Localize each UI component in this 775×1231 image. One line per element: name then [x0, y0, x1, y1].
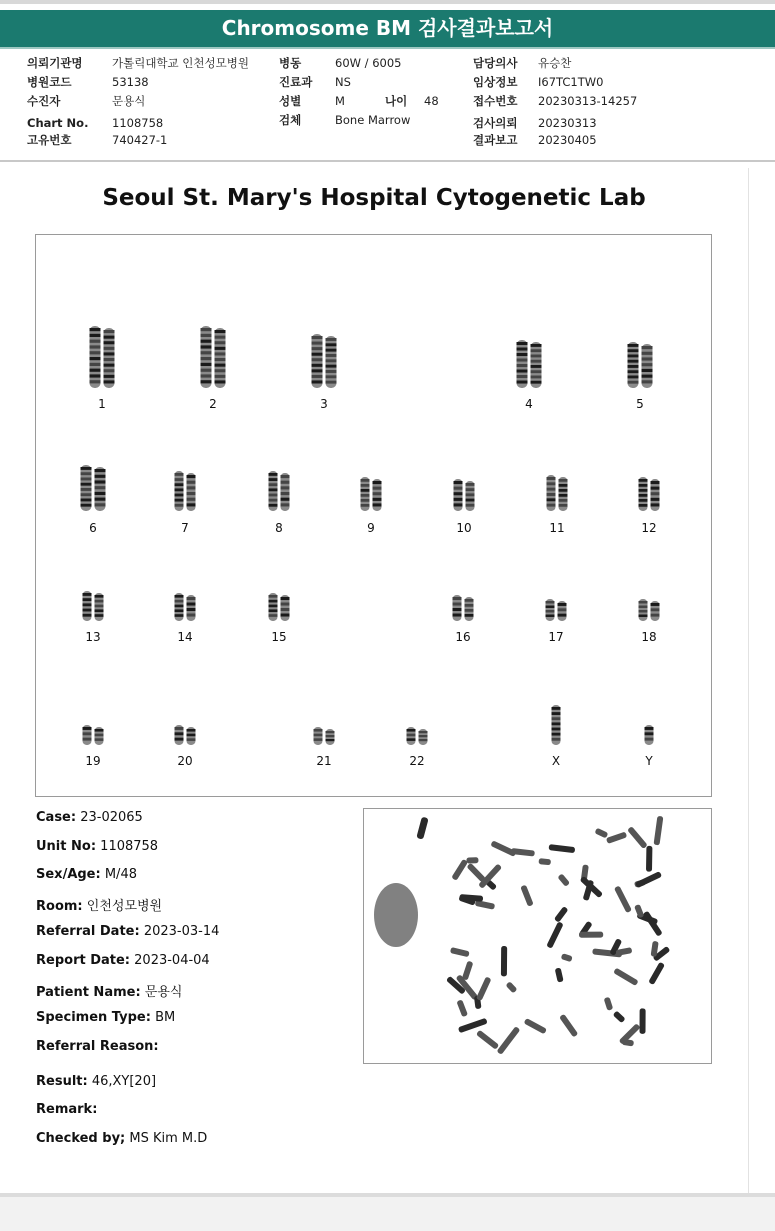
chromosome-pair-20 — [175, 725, 196, 745]
result-row — [36, 1074, 156, 1089]
chromosome-label: 12 — [641, 521, 657, 535]
karyotype-panel — [35, 234, 712, 797]
chromosome-pair-18 — [639, 599, 660, 621]
ward-label: 병동 — [279, 56, 302, 70]
chromosome-label: 21 — [316, 754, 332, 768]
patient-name-value: 문용식 — [144, 985, 183, 1000]
referral-date-label: Referral Date: — [36, 924, 140, 939]
metaphase-chromosome — [554, 906, 569, 923]
accession-no-value: 20230313-14257 — [538, 94, 638, 108]
metaphase-chromosome — [643, 911, 663, 937]
metaphase-chromosome — [458, 1018, 488, 1033]
chromosome-label: 2 — [209, 397, 217, 411]
bottom-divider — [0, 1193, 775, 1197]
chromosome-label: 1 — [98, 397, 106, 411]
specimen-type-row — [36, 1010, 175, 1025]
chromosome-label: 3 — [320, 397, 328, 411]
specimen-type-value: BM — [155, 1010, 176, 1025]
report-date-label: Report Date: — [36, 953, 131, 968]
chromosome-label: 17 — [548, 630, 564, 644]
metaphase-chromosome — [450, 947, 470, 957]
chromosome-label: 9 — [367, 521, 375, 535]
patient-label: 수진자 — [27, 94, 61, 108]
result-report-date-value: 20230405 — [538, 133, 597, 147]
metaphase-chromosome — [614, 885, 632, 913]
sex-age-label: Sex/Age: — [36, 867, 101, 882]
referral-reason-label: Referral Reason: — [36, 1039, 159, 1054]
metaphase-chromosome — [476, 976, 492, 1001]
unit-value: 1108758 — [100, 839, 159, 854]
metaphase-chromosome — [634, 904, 644, 918]
metaphase-chromosome — [639, 1008, 645, 1033]
metaphase-chromosome — [456, 999, 468, 1017]
referral-reason-row — [36, 1039, 159, 1054]
request-date-label: 검사의뢰 — [473, 116, 518, 130]
result-report-date-label: 결과보고 — [473, 133, 518, 147]
metaphase-chromosome — [496, 1026, 520, 1055]
metaphase-chromosome — [594, 828, 608, 839]
lab-title: Seoul St. Mary's Hospital Cytogenetic Lab — [102, 185, 646, 211]
ward-value: 60W / 6005 — [335, 56, 402, 70]
chart-no-value: 1108758 — [112, 116, 164, 130]
chromosome-label: 5 — [636, 397, 644, 411]
chromosome-label: 22 — [409, 754, 425, 768]
metaphase-chromosome — [648, 962, 665, 985]
chromosome-pair-9 — [361, 477, 382, 511]
referral-date-value: 2023-03-14 — [143, 924, 220, 939]
metaphase-chromosome — [622, 1039, 634, 1047]
metaphase-chromosome — [549, 844, 576, 853]
chromosome-label: 15 — [271, 630, 287, 644]
header-divider — [0, 160, 775, 162]
specimen-label: 검체 — [279, 113, 302, 127]
remark-row — [36, 1102, 97, 1117]
chromosome-pair-3 — [312, 334, 337, 388]
metaphase-chromosome — [613, 1011, 626, 1024]
unit-row — [36, 839, 158, 854]
room-row — [36, 895, 162, 914]
chromosome-pair-4 — [517, 340, 542, 388]
age-value: 48 — [424, 94, 439, 108]
metaphase-chromosome — [561, 953, 573, 962]
metaphase-chromosome — [524, 1018, 547, 1034]
report-date-value: 2023-04-04 — [134, 953, 210, 968]
chromosome-label: 4 — [525, 397, 533, 411]
chromosome-pair-14 — [175, 593, 196, 621]
metaphase-chromosome — [606, 831, 627, 843]
age-label: 나이 — [385, 94, 408, 108]
chromosome-label: 14 — [177, 630, 193, 644]
metaphase-chromosome — [538, 858, 551, 865]
clinical-info-label: 임상정보 — [473, 75, 518, 89]
chromosome-pair-8 — [269, 471, 290, 511]
accession-no-label: 접수번호 — [473, 94, 518, 108]
metaphase-chromosome — [579, 932, 603, 938]
chromosome-label: 16 — [455, 630, 471, 644]
chromosome-pair-19 — [83, 725, 104, 745]
metaphase-chromosome — [613, 968, 638, 987]
hospital-code-label: 병원코드 — [27, 75, 72, 89]
chromosome-label: 8 — [275, 521, 283, 535]
karyotype-image — [36, 235, 713, 798]
referring-institution-value: 가톨릭대학교 인천성모병원 — [112, 56, 249, 70]
request-date-value: 20230313 — [538, 116, 597, 130]
chromosome-pair-10 — [454, 479, 475, 511]
case-label: Case: — [36, 810, 77, 825]
chromosome-pair-Y — [645, 725, 654, 745]
case-value: 23-02065 — [80, 810, 143, 825]
report-title: Chromosome BM 검사결과보고서 — [0, 10, 775, 47]
specimen-type-label: Specimen Type: — [36, 1010, 151, 1025]
metaphase-chromosome — [546, 921, 563, 948]
result-value: 46,XY[20] — [91, 1074, 157, 1089]
chromosome-pair-15 — [269, 593, 290, 621]
chromosome-pair-6 — [81, 465, 106, 511]
metaphase-chromosome — [466, 857, 478, 863]
chromosome-label: 19 — [85, 754, 101, 768]
referral-date-row — [36, 924, 219, 939]
sheet-edge — [748, 168, 775, 1193]
chromosome-label: 18 — [641, 630, 657, 644]
chromosome-label: 10 — [456, 521, 472, 535]
metaphase-chromosome — [654, 816, 664, 846]
department-value: NS — [335, 75, 351, 89]
sex-value: M — [335, 94, 345, 108]
clinical-info-value: I67TC1TW0 — [538, 75, 604, 89]
hospital-code-value: 53138 — [112, 75, 149, 89]
metaphase-chromosome — [580, 876, 603, 898]
metaphase-chromosome — [505, 981, 517, 993]
chromosome-label: 7 — [181, 521, 189, 535]
metaphase-chromosome — [520, 885, 533, 907]
checked-by-value: MS Kim M.D — [129, 1131, 208, 1146]
department-label: 진료과 — [279, 75, 313, 89]
chromosome-label: X — [551, 754, 561, 768]
metaphase-chromosome — [627, 826, 648, 849]
chromosome-label: Y — [645, 754, 653, 768]
chromosome-label: 13 — [85, 630, 101, 644]
chromosome-pair-12 — [639, 477, 660, 511]
referring-institution-label: 의뢰기관명 — [27, 56, 83, 70]
chromosome-pair-5 — [628, 342, 653, 388]
sex-label: 성별 — [279, 94, 302, 108]
metaphase-chromosome — [476, 1030, 499, 1050]
metaphase-chromosome — [451, 859, 468, 881]
metaphase-panel — [363, 808, 712, 1064]
room-label: Room: — [36, 899, 83, 914]
chart-no-label: Chart No. — [27, 116, 89, 130]
chromosome-pair-16 — [453, 595, 474, 621]
unique-id-label: 고유번호 — [27, 133, 72, 147]
chromosome-pair-13 — [83, 591, 104, 621]
chromosome-pair-21 — [314, 727, 335, 745]
chromosome-pair-11 — [547, 475, 568, 511]
metaphase-chromosome — [416, 817, 428, 840]
metaphase-chromosome — [501, 946, 507, 976]
room-value: 인천성모병원 — [86, 899, 163, 914]
metaphase-chromosome — [559, 1014, 578, 1038]
physician-label: 담당의사 — [473, 56, 518, 70]
chromosome-label: 11 — [549, 521, 565, 535]
report-date-row — [36, 953, 210, 968]
physician-value: 유승찬 — [538, 56, 572, 70]
metaphase-chromosome — [646, 846, 652, 872]
metaphase-chromosome — [604, 997, 614, 1011]
unique-id-value: 740427-1 — [112, 133, 168, 147]
chromosome-label: 20 — [177, 754, 193, 768]
remark-label: Remark: — [36, 1102, 98, 1117]
metaphase-chromosome — [635, 871, 662, 888]
chromosome-pair-2 — [201, 326, 226, 388]
checked-by-row — [36, 1131, 207, 1146]
patient-value: 문용식 — [112, 94, 146, 108]
metaphase-chromosome — [555, 967, 564, 982]
sex-age-row — [36, 867, 137, 882]
metaphase-chromosome — [557, 873, 570, 886]
result-label: Result: — [36, 1074, 88, 1089]
chromosome-pair-1 — [90, 326, 115, 388]
case-row — [36, 810, 143, 825]
chromosome-pair-X — [552, 705, 561, 745]
unit-label: Unit No: — [36, 839, 97, 854]
chromosome-pair-22 — [407, 727, 428, 745]
chromosome-pair-7 — [175, 471, 196, 511]
chromosome-label: 6 — [89, 521, 97, 535]
patient-name-row — [36, 981, 182, 1000]
specimen-value: Bone Marrow — [335, 113, 411, 127]
patient-name-label: Patient Name: — [36, 985, 141, 1000]
nucleus — [374, 883, 418, 947]
chromosome-pair-17 — [546, 599, 567, 621]
sex-age-value: M/48 — [104, 867, 137, 882]
metaphase-image — [364, 809, 711, 1063]
metaphase-chromosome — [462, 961, 474, 981]
checked-by-label: Checked by; — [36, 1131, 126, 1146]
